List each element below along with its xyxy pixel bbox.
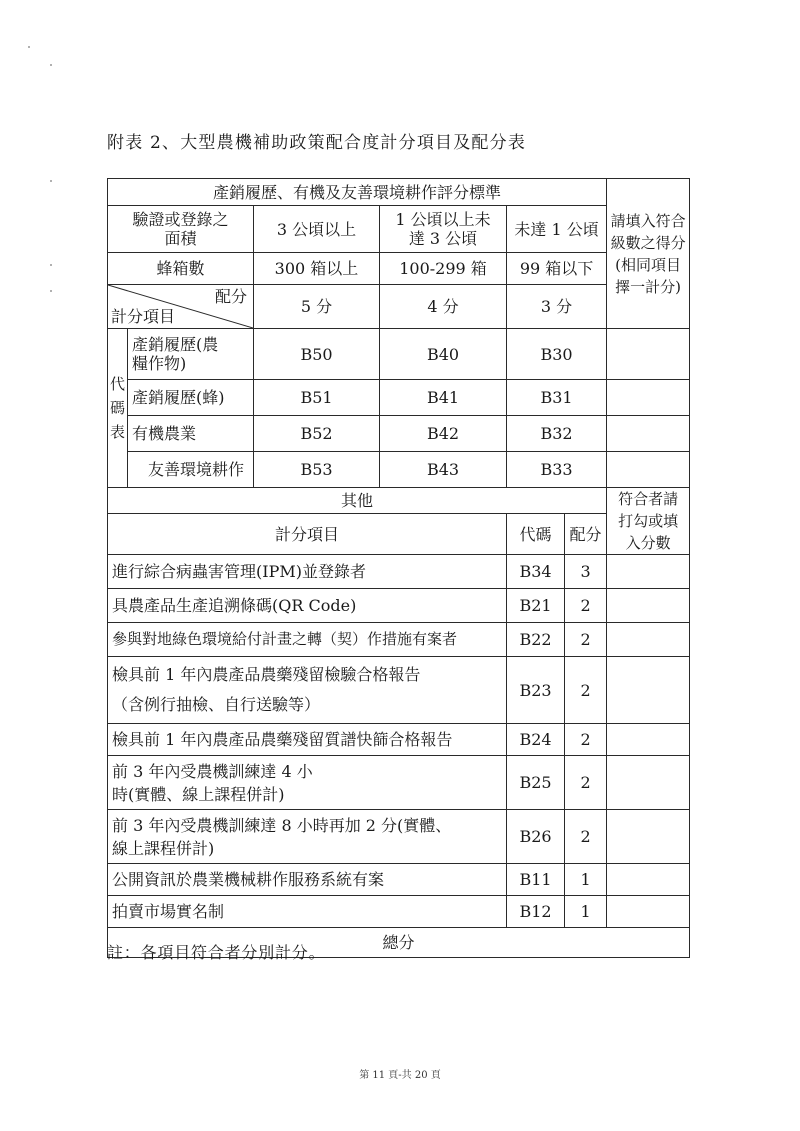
hive-tier-2: 100-299 箱 <box>380 253 507 285</box>
code-cell: B40 <box>380 329 507 380</box>
code-cell: B33 <box>507 452 607 488</box>
code-cell: B41 <box>380 380 507 416</box>
score-5: 5 分 <box>254 285 380 329</box>
check-cell[interactable] <box>607 589 690 623</box>
code-cell: B31 <box>507 380 607 416</box>
diagonal-header-cell <box>108 285 254 329</box>
check-label: 符合者請打勾或填入分數 <box>607 488 690 555</box>
others-code-header: 代碼 <box>507 514 565 555</box>
others-item-score: 3 <box>565 555 607 589</box>
check-cell[interactable] <box>607 657 690 724</box>
others-item-code: B22 <box>507 623 565 657</box>
hive-tier-3: 99 箱以下 <box>507 253 607 285</box>
code-cell: B50 <box>254 329 380 380</box>
check-cell[interactable] <box>607 810 690 864</box>
total-label: 總分 <box>108 928 690 958</box>
others-item-score: 1 <box>565 864 607 896</box>
fill-in-cell[interactable] <box>607 380 690 416</box>
others-item-code: B11 <box>507 864 565 896</box>
others-score-header: 配分 <box>565 514 607 555</box>
others-item-code: B26 <box>507 810 565 864</box>
others-item-text: 具農產品生產追溯條碼(QR Code) <box>108 589 507 623</box>
check-cell[interactable] <box>607 623 690 657</box>
others-item-score: 2 <box>565 810 607 864</box>
check-cell[interactable] <box>607 896 690 928</box>
area-tier-3: 未達 1 公頃 <box>507 206 607 253</box>
item-header-label: 計分項目 <box>111 307 176 326</box>
area-label: 驗證或登錄之面積 <box>108 206 254 253</box>
criteria-title: 產銷履歷、有機及友善環境耕作評分標準 <box>108 179 607 206</box>
others-item-code: B12 <box>507 896 565 928</box>
check-cell[interactable] <box>607 724 690 756</box>
others-item-code: B34 <box>507 555 565 589</box>
area-tier-1: 3 公頃以上 <box>254 206 380 253</box>
scan-speck <box>50 264 52 266</box>
code-cell: B30 <box>507 329 607 380</box>
scoring-table <box>107 178 690 958</box>
score-4: 4 分 <box>380 285 507 329</box>
footnote: 註：各項目符合者分別計分。 <box>107 943 326 962</box>
others-item-header: 計分項目 <box>108 514 507 555</box>
others-item-code: B24 <box>507 724 565 756</box>
hive-label: 蜂箱數 <box>108 253 254 285</box>
others-item-code: B21 <box>507 589 565 623</box>
others-item-text: 檢具前 1 年內農產品農藥殘留檢驗合格報告（含例行抽檢、自行送驗等） <box>108 657 507 724</box>
code-cell: B53 <box>254 452 380 488</box>
others-item-text: 參與對地綠色環境給付計畫之轉（契）作措施有案者 <box>108 623 507 657</box>
fill-in-cell[interactable] <box>607 452 690 488</box>
page-footer: 第 11 頁-共 20 頁 <box>359 1070 441 1081</box>
others-item-text: 公開資訊於農業機械耕作服務系統有案 <box>108 864 507 896</box>
code-cell: B32 <box>507 416 607 452</box>
check-cell[interactable] <box>607 756 690 810</box>
hive-tier-1: 300 箱以上 <box>254 253 380 285</box>
others-item-text: 拍賣市場實名制 <box>108 896 507 928</box>
scan-speck <box>50 180 52 182</box>
scan-speck <box>28 46 30 48</box>
check-cell[interactable] <box>607 864 690 896</box>
code-row-label: 有機農業 <box>128 416 254 452</box>
code-cell: B52 <box>254 416 380 452</box>
check-cell[interactable] <box>607 555 690 589</box>
score-header-label: 配分 <box>214 287 247 306</box>
scan-speck <box>50 290 52 292</box>
others-item-score: 1 <box>565 896 607 928</box>
code-row-label: 產銷履歷(農糧作物) <box>128 329 254 380</box>
others-item-score: 2 <box>565 589 607 623</box>
others-item-score: 2 <box>565 657 607 724</box>
code-cell: B43 <box>380 452 507 488</box>
others-item-text: 前 3 年內受農機訓練達 4 小時(實體、線上課程併計) <box>108 756 507 810</box>
others-item-code: B23 <box>507 657 565 724</box>
code-table-side-label: 代碼表 <box>108 329 128 488</box>
others-title: 其他 <box>108 488 607 514</box>
others-item-text: 進行綜合病蟲害管理(IPM)並登錄者 <box>108 555 507 589</box>
code-cell: B51 <box>254 380 380 416</box>
others-item-text: 前 3 年內受農機訓練達 8 小時再加 2 分(實體、線上課程併計) <box>108 810 507 864</box>
code-row-label: 產銷履歷(蜂) <box>128 380 254 416</box>
others-item-code: B25 <box>507 756 565 810</box>
others-item-score: 2 <box>565 623 607 657</box>
scan-speck <box>50 64 52 66</box>
fill-in-label: 請填入符合級數之得分(相同項目擇一計分) <box>607 179 690 329</box>
area-tier-2: 1 公頃以上未達 3 公頃 <box>380 206 507 253</box>
fill-in-cell[interactable] <box>607 329 690 380</box>
fill-in-cell[interactable] <box>607 416 690 452</box>
code-cell: B42 <box>380 416 507 452</box>
score-3: 3 分 <box>507 285 607 329</box>
others-item-score: 2 <box>565 724 607 756</box>
others-item-score: 2 <box>565 756 607 810</box>
code-row-label: 友善環境耕作 <box>128 452 254 488</box>
page-title: 附表 2、大型農機補助政策配合度計分項目及配分表 <box>107 133 527 153</box>
others-item-text: 檢具前 1 年內農產品農藥殘留質譜快篩合格報告 <box>108 724 507 756</box>
